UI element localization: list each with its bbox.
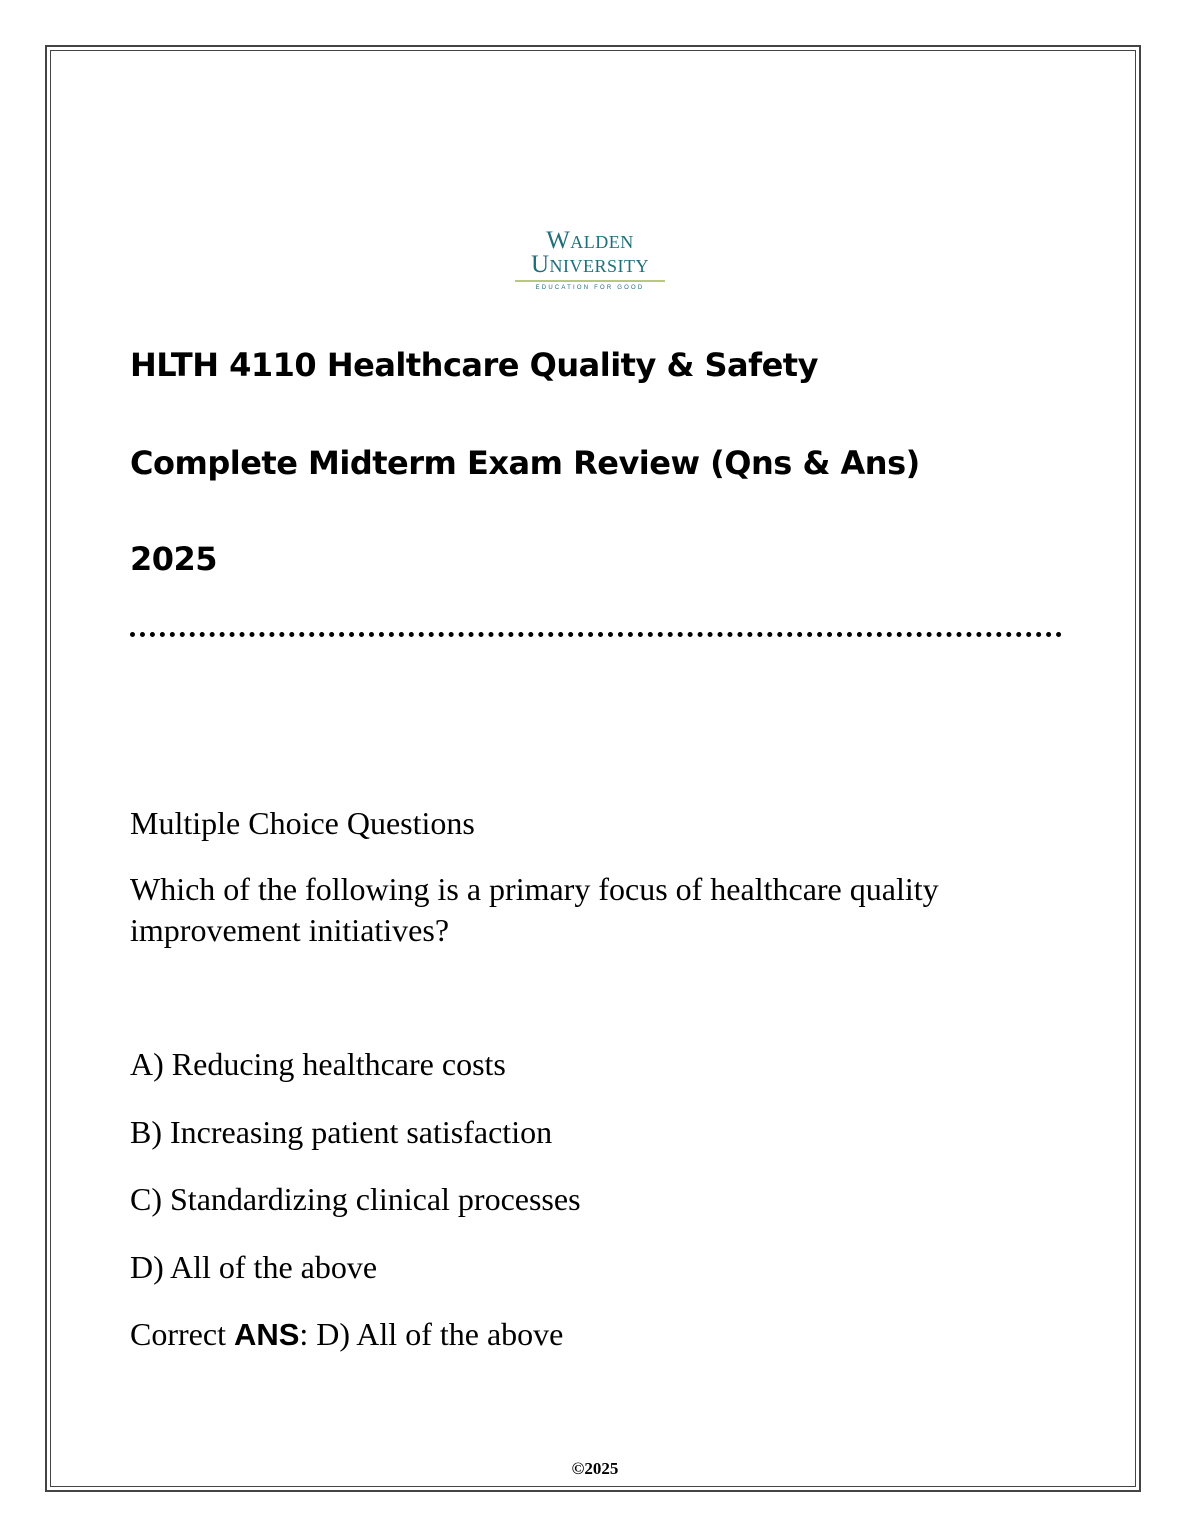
document-title-year: 2025	[130, 540, 218, 578]
option-c: C) Standardizing clinical processes	[130, 1181, 581, 1217]
document-title-line1: HLTH 4110 Healthcare Quality & Safety	[130, 346, 818, 384]
answer-prefix: Correct	[130, 1316, 234, 1352]
logo-wordmark-line1: Walden	[546, 227, 634, 254]
section-heading: Multiple Choice Questions	[130, 805, 475, 841]
question-stem: Which of the following is a primary focus of healthcare quality improvement initiatives?	[130, 871, 939, 948]
option-a: A) Reducing healthcare costs	[130, 1046, 506, 1082]
answer-label: ANS	[233, 1317, 300, 1352]
copyright-footer: ©2025	[571, 1459, 619, 1478]
answer-value: : D) All of the above	[299, 1316, 564, 1352]
document-title-line2: Complete Midterm Exam Review (Qns & Ans)	[130, 444, 920, 482]
walden-university-logo	[508, 228, 672, 294]
dotted-divider	[130, 632, 1062, 637]
logo-divider	[515, 280, 665, 282]
correct-answer	[130, 1314, 563, 1355]
logo-wordmark-line2: University	[530, 251, 650, 278]
option-d: D) All of the above	[130, 1249, 378, 1285]
option-b: B) Increasing patient satisfaction	[130, 1114, 553, 1150]
logo-tagline: EDUCATION FOR GOOD	[535, 285, 645, 291]
question-text	[130, 869, 1030, 951]
